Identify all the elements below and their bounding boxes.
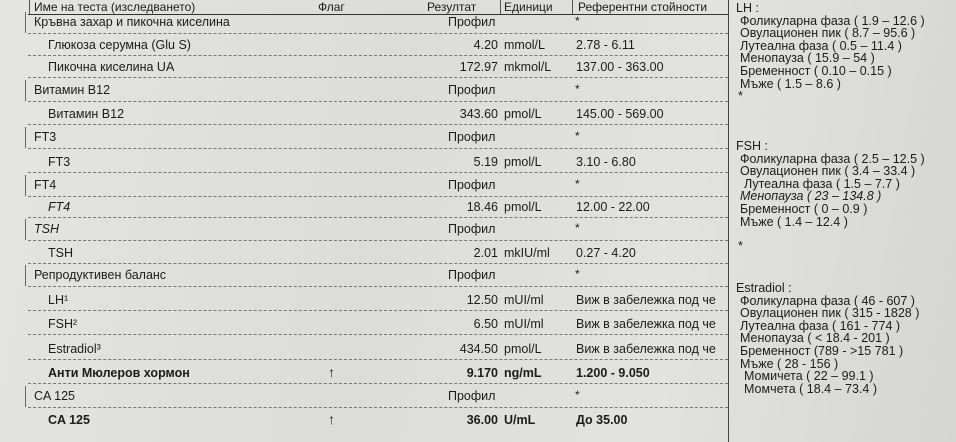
test-result: 343.60	[459, 107, 498, 121]
group-marker	[25, 80, 26, 101]
row-separator	[28, 148, 728, 149]
row-separator	[28, 101, 728, 102]
group-name: CA 125	[34, 389, 76, 403]
group-profile-label: Профил	[448, 178, 496, 192]
notes-estradiol-item: Мъже ( 28 - 156 )	[740, 356, 839, 371]
notes-fsh	[736, 140, 925, 253]
test-row-tsh	[28, 242, 728, 264]
header-reference: Референтни стойности	[578, 0, 708, 14]
row-separator	[28, 334, 728, 335]
test-result: 2.01	[473, 246, 498, 260]
test-result: 4.20	[473, 38, 498, 52]
test-name: FT3	[48, 155, 71, 169]
test-name: Глюкоза серумна (Glu S)	[48, 38, 191, 52]
group-marker	[25, 127, 26, 148]
group-profile-label: Профил	[448, 389, 496, 403]
group-name: FT3	[34, 130, 57, 144]
test-units: mkIU/ml	[504, 246, 550, 260]
test-row-ft4	[28, 196, 728, 218]
notes-estradiol-item: Лутеална фаза ( 161 - 774 )	[740, 318, 901, 333]
row-separator	[28, 263, 728, 264]
row-separator	[28, 172, 728, 173]
group-name: TSH	[34, 222, 59, 236]
notes-fsh-item: Менопауза ( 23 – 134.8 )	[740, 189, 882, 204]
test-reference: 137.00 - 363.00	[576, 60, 664, 74]
header-units: Единици	[504, 0, 553, 14]
group-row-tsh	[28, 219, 728, 241]
test-row-ft3	[28, 151, 728, 173]
test-name: LH¹	[48, 293, 69, 307]
notes-lh-item: Фоликуларна фаза ( 1.9 – 12.6 )	[740, 13, 925, 28]
test-row-b12	[28, 103, 728, 125]
test-reference: До 35.00	[576, 413, 628, 427]
header-result: Резултат	[427, 0, 477, 14]
test-result: 12.50	[466, 293, 498, 307]
test-reference: 0.27 - 4.20	[576, 246, 636, 260]
group-profile-label: Профил	[448, 130, 496, 144]
test-name: FT4	[48, 200, 71, 214]
test-reference: 1.200 - 9.050	[576, 366, 650, 380]
group-row-ft4	[28, 175, 728, 197]
group-name: Кръвна захар и пикочна киселина	[34, 15, 230, 29]
notes-fsh-star: *	[738, 239, 743, 254]
notes-lh-item: Мъже ( 1.5 – 8.6 )	[740, 76, 841, 91]
notes-estradiol-item: Момчета ( 18.4 – 73.4 )	[744, 381, 877, 396]
group-marker	[25, 386, 26, 407]
test-name: Анти Мюлеров хормон	[48, 366, 190, 380]
group-star: *	[575, 14, 580, 28]
test-row-glucose	[28, 34, 728, 56]
header-test-name: Име на теста (изследването)	[34, 0, 196, 14]
notes-estradiol-item: Фоликуларна фаза ( 46 - 607 )	[740, 293, 915, 308]
high-flag-arrow-icon: ↑	[328, 411, 335, 427]
test-units: pmol/L	[504, 200, 542, 214]
notes-fsh-item: Фоликуларна фаза ( 2.5 – 12.5 )	[740, 151, 925, 166]
notes-fsh-item: Бременност ( 0 – 0.9 )	[740, 201, 868, 216]
test-name: Витамин В12	[48, 107, 125, 121]
row-separator	[28, 286, 728, 287]
notes-estradiol-title: Estradiol :	[736, 281, 792, 295]
test-row-amh	[28, 362, 728, 384]
test-units: mkmol/L	[504, 60, 552, 74]
test-result: 172.97	[459, 60, 498, 74]
group-row-ft3	[28, 127, 728, 149]
notes-estradiol-item: Бременност (789 - >15 781 )	[740, 343, 904, 358]
test-units: mUI/ml	[504, 293, 544, 307]
notes-lh-item: Овулационен пик ( 8.7 – 95.6 )	[740, 26, 916, 41]
notes-lh-item: Менопауза ( 15.9 – 54 )	[740, 51, 875, 66]
group-star: *	[575, 82, 580, 96]
test-result: 434.50	[459, 342, 498, 356]
row-separator	[28, 407, 728, 408]
test-result: 9.170	[466, 366, 498, 380]
group-marker	[25, 12, 26, 33]
notes-lh-star: *	[738, 89, 743, 104]
group-marker	[25, 219, 26, 240]
test-name: Estradiol³	[48, 342, 101, 356]
group-row-ca125	[28, 386, 728, 408]
test-row-uric-acid	[28, 56, 728, 78]
test-reference: Виж в забележка под че	[576, 342, 716, 356]
test-units: mmol/L	[504, 38, 545, 52]
notes-fsh-item: Овулационен пик ( 3.4 – 33.4 )	[740, 164, 916, 179]
test-units: U/mL	[504, 413, 536, 427]
test-units: pmol/L	[504, 107, 542, 121]
row-separator	[28, 240, 728, 241]
row-separator	[28, 124, 728, 125]
test-reference: 145.00 - 569.00	[576, 107, 664, 121]
group-name: Витамин В12	[34, 83, 111, 97]
notes-estradiol-item: Менопауза ( < 18.4 - 201 )	[740, 331, 890, 346]
notes-fsh-item: Лутеална фаза ( 1.5 – 7.7 )	[744, 176, 900, 191]
row-separator	[28, 77, 728, 78]
notes-column-divider	[728, 0, 729, 442]
test-result: 18.46	[466, 200, 498, 214]
group-name: Репродуктивен баланс	[34, 268, 167, 282]
test-reference: Виж в забележка под че	[576, 293, 716, 307]
group-star: *	[575, 221, 580, 235]
group-profile-label: Профил	[448, 83, 496, 97]
test-name: FSH²	[48, 317, 78, 331]
test-result: 5.19	[473, 155, 498, 169]
test-row-ca125	[28, 409, 728, 431]
group-row-reproductive	[28, 265, 728, 287]
group-star: *	[575, 267, 580, 281]
test-row-fsh	[28, 313, 728, 335]
row-separator	[28, 217, 728, 218]
notes-lh	[736, 2, 925, 103]
test-reference: Виж в забележка под че	[576, 317, 716, 331]
group-row-b12	[28, 80, 728, 102]
group-star: *	[575, 129, 580, 143]
test-units: pmol/L	[504, 342, 542, 356]
test-name: TSH	[48, 246, 73, 260]
notes-estradiol-item: Момичета ( 22 – 99.1 )	[744, 369, 874, 384]
group-star: *	[575, 177, 580, 191]
test-reference: 2.78 - 6.11	[576, 38, 635, 52]
row-separator	[28, 359, 728, 360]
test-result: 36.00	[466, 413, 498, 427]
test-name: CA 125	[48, 413, 90, 427]
group-profile-label: Профил	[448, 222, 496, 236]
test-name: Пикочна киселина UA	[48, 60, 175, 74]
high-flag-arrow-icon: ↑	[328, 364, 335, 380]
notes-estradiol-item: Овулационен пик ( 315 - 1828 )	[740, 306, 920, 321]
test-units: ng/mL	[504, 366, 542, 380]
notes-lh-item: Лутеална фаза ( 0.5 – 11.4 )	[740, 38, 902, 53]
test-row-lh	[28, 289, 728, 311]
header-flag: Флаг	[318, 0, 345, 14]
row-separator	[28, 383, 728, 384]
group-profile-label: Профил	[448, 268, 496, 282]
test-result: 6.50	[473, 317, 498, 331]
test-units: pmol/L	[504, 155, 542, 169]
group-row-glucose-uric	[28, 12, 728, 34]
group-name: FT4	[34, 178, 57, 192]
test-units: mUI/ml	[504, 317, 544, 331]
test-reference: 3.10 - 6.80	[576, 155, 636, 169]
group-star: *	[575, 388, 580, 402]
notes-lh-item: Бременност ( 0.10 – 0.15 )	[740, 63, 892, 78]
group-marker	[25, 175, 26, 196]
row-separator	[28, 310, 728, 311]
test-row-estradiol	[28, 338, 728, 360]
group-profile-label: Профил	[448, 15, 496, 29]
notes-fsh-title: FSH :	[736, 139, 768, 153]
test-reference: 12.00 - 22.00	[576, 200, 650, 214]
notes-estradiol	[736, 282, 919, 395]
notes-lh-title: LH :	[736, 1, 759, 15]
notes-fsh-item: Мъже ( 1.4 – 12.4 )	[740, 214, 848, 229]
group-marker	[25, 265, 26, 286]
